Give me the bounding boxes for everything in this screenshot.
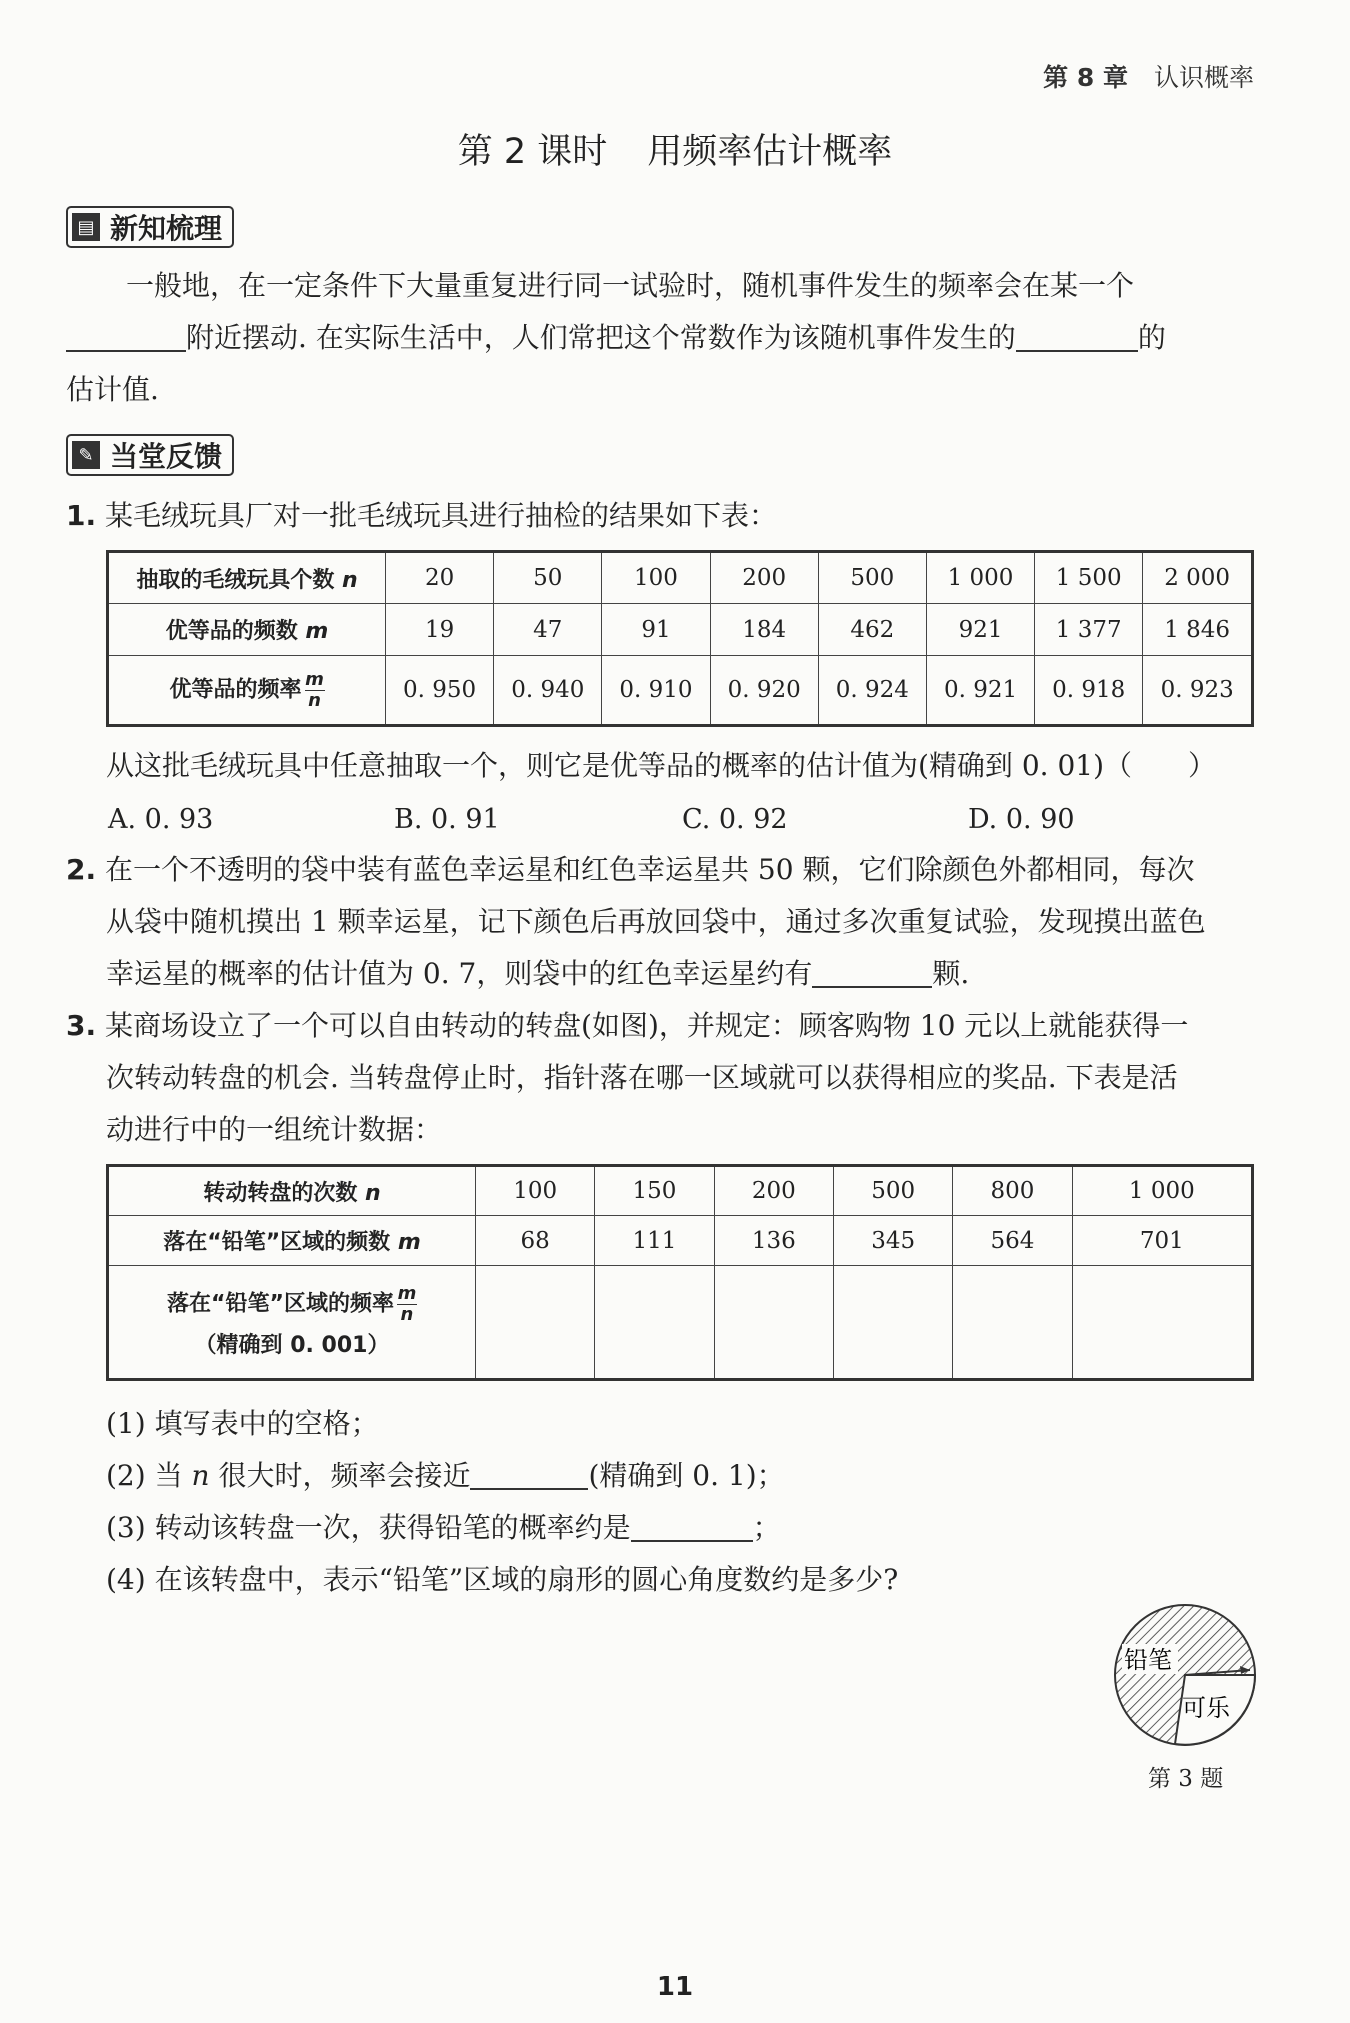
chapter-header [1043, 58, 1254, 94]
q3-m-cell: 345 [833, 1216, 952, 1266]
q1-m-cell: 19 [386, 604, 494, 656]
q1-n-cell: 2 000 [1143, 552, 1253, 604]
q1-row3-label: 优等品的频率 $\frac{m}{n}$ [108, 656, 386, 726]
section-heading-feedback [66, 434, 234, 476]
fraction-m-over-n: $\frac{m}{n}$ [397, 1283, 417, 1325]
answer-blank[interactable] [631, 1514, 753, 1542]
section-heading-new-knowledge [66, 206, 234, 248]
q3-n-cell: 150 [595, 1166, 714, 1216]
q1-freq-cell: 0. 920 [710, 656, 818, 726]
q1-freq-cell: 0. 918 [1035, 656, 1143, 726]
q1-n-cell: 1 000 [926, 552, 1034, 604]
q3-freq-blank-cell[interactable] [953, 1266, 1072, 1380]
fraction-m-over-n: $\frac{m}{n}$ [305, 668, 324, 711]
question-3-line-3: 动进行中的一组统计数据： [106, 1113, 443, 1146]
q1-m-cell: 91 [602, 604, 710, 656]
q1-m-cell: 462 [818, 604, 926, 656]
q3-sub-3: (3) 转动该转盘一次，获得铅笔的概率约是 ； [106, 1511, 781, 1544]
question-1: 1. 某毛绒玩具厂对一批毛绒玩具进行抽检的结果如下表： [66, 499, 778, 532]
q1-freq-cell: 0. 923 [1143, 656, 1253, 726]
label-pencil: 铅笔 [1124, 1646, 1172, 1674]
q3-sub-2: (2) 当 n 很大时，频率会接近 (精确到 0. 1)； [106, 1459, 785, 1492]
knowledge-line-3: 估计值. [66, 373, 159, 406]
q3-m-cell: 68 [476, 1216, 595, 1266]
question-3-line-2: 次转动转盘的机会. 当转盘停止时，指针落在哪一区域就可以获得相应的奖品. 下表是活 [106, 1061, 1178, 1094]
page-number: 11 [656, 1972, 694, 2002]
knowledge-line-1: 一般地，在一定条件下大量重复进行同一试验时，随机事件发生的频率会在某一个 [126, 269, 1135, 302]
q1-freq-cell: 0. 910 [602, 656, 710, 726]
lesson-number: 第 2 课时 [457, 132, 608, 172]
question-2-line-2: 从袋中随机摸出 1 颗幸运星，记下颜色后再放回袋中，通过多次重复试验，发现摸出蓝色 [106, 905, 1206, 938]
q1-n-cell: 20 [386, 552, 494, 604]
q1-m-cell: 1 846 [1143, 604, 1253, 656]
q1-m-cell: 921 [926, 604, 1034, 656]
q1-row1-label: 抽取的毛绒玩具个数 n [108, 552, 386, 604]
chapter-number: 第 8 章 [1043, 63, 1128, 92]
q3-freq-blank-cell[interactable] [476, 1266, 595, 1380]
q1-row2-label: 优等品的频数 m [108, 604, 386, 656]
choice-d[interactable]: D. 0. 90 [968, 804, 1075, 835]
q1-table [106, 550, 1254, 727]
answer-blank[interactable] [470, 1462, 588, 1490]
choice-a[interactable]: A. 0. 93 [108, 804, 214, 835]
q3-sub-1: (1) 填写表中的空格； [106, 1407, 379, 1440]
choice-c[interactable]: C. 0. 92 [682, 804, 788, 835]
answer-blank[interactable] [1016, 324, 1138, 352]
q1-freq-cell: 0. 924 [818, 656, 926, 726]
q1-n-cell: 500 [818, 552, 926, 604]
choice-b[interactable]: B. 0. 91 [394, 804, 500, 835]
q1-prompt: 从这批毛绒玩具中任意抽取一个，则它是优等品的概率的估计值为(精确到 0. 01)（ ） [106, 749, 1216, 782]
book-icon: ▤ [72, 213, 100, 241]
q3-freq-blank-cell[interactable] [1072, 1266, 1252, 1380]
q3-m-cell: 136 [714, 1216, 833, 1266]
q3-freq-blank-cell[interactable] [714, 1266, 833, 1380]
knowledge-line-2: 附近摆动. 在实际生活中，人们常把这个常数作为该随机事件发生的 的 [66, 324, 1166, 352]
figure-caption: 第 3 题 [1148, 1766, 1224, 1792]
q3-n-cell: 800 [953, 1166, 1072, 1216]
pencil-icon: ✎ [72, 441, 100, 469]
q3-n-cell: 200 [714, 1166, 833, 1216]
q3-m-cell: 564 [953, 1216, 1072, 1266]
q3-n-cell: 500 [833, 1166, 952, 1216]
section-title: 新知梳理 [110, 212, 223, 245]
spinner-figure [1110, 1600, 1260, 1750]
lesson-title [0, 124, 1350, 174]
q3-m-cell: 111 [595, 1216, 714, 1266]
q1-freq-cell: 0. 950 [386, 656, 494, 726]
q3-freq-blank-cell[interactable] [595, 1266, 714, 1380]
q1-n-cell: 1 500 [1035, 552, 1143, 604]
spinner-svg [1110, 1600, 1260, 1750]
q1-n-cell: 100 [602, 552, 710, 604]
q1-m-cell: 47 [494, 604, 602, 656]
q3-freq-blank-cell[interactable] [833, 1266, 952, 1380]
q1-freq-cell: 0. 921 [926, 656, 1034, 726]
q3-row2-label: 落在“铅笔”区域的频数 m [108, 1216, 476, 1266]
q3-row1-label: 转动转盘的次数 n [108, 1166, 476, 1216]
q1-m-cell: 184 [710, 604, 818, 656]
answer-blank[interactable] [812, 960, 932, 988]
q1-n-cell: 200 [710, 552, 818, 604]
question-2-line-3: 幸运星的概率的估计值为 0. 7，则袋中的红色幸运星约有 颗. [106, 957, 970, 990]
q3-n-cell: 100 [476, 1166, 595, 1216]
q3-row3-label: 落在“铅笔”区域的频率 $\frac{m}{n}$ （精确到 0. 001） [108, 1266, 476, 1380]
q3-n-cell: 1 000 [1072, 1166, 1252, 1216]
question-3-line-1: 3. 某商场设立了一个可以自由转动的转盘(如图)，并规定：顾客购物 10 元以上就能获得一 [66, 1009, 1189, 1042]
q1-m-cell: 1 377 [1035, 604, 1143, 656]
lesson-name: 用频率估计概率 [647, 132, 893, 172]
q3-sub-4: (4) 在该转盘中，表示“铅笔”区域的扇形的圆心角度数约是多少? [106, 1563, 899, 1596]
chapter-title: 认识概率 [1153, 63, 1254, 92]
q1-n-cell: 50 [494, 552, 602, 604]
q3-m-cell: 701 [1072, 1216, 1252, 1266]
answer-blank[interactable] [66, 324, 186, 352]
label-cola: 可乐 [1182, 1694, 1230, 1722]
section-title: 当堂反馈 [110, 440, 223, 473]
q3-table [106, 1164, 1254, 1381]
question-2-line-1: 2. 在一个不透明的袋中装有蓝色幸运星和红色幸运星共 50 颗，它们除颜色外都相同，每次 [66, 853, 1195, 886]
q1-freq-cell: 0. 940 [494, 656, 602, 726]
